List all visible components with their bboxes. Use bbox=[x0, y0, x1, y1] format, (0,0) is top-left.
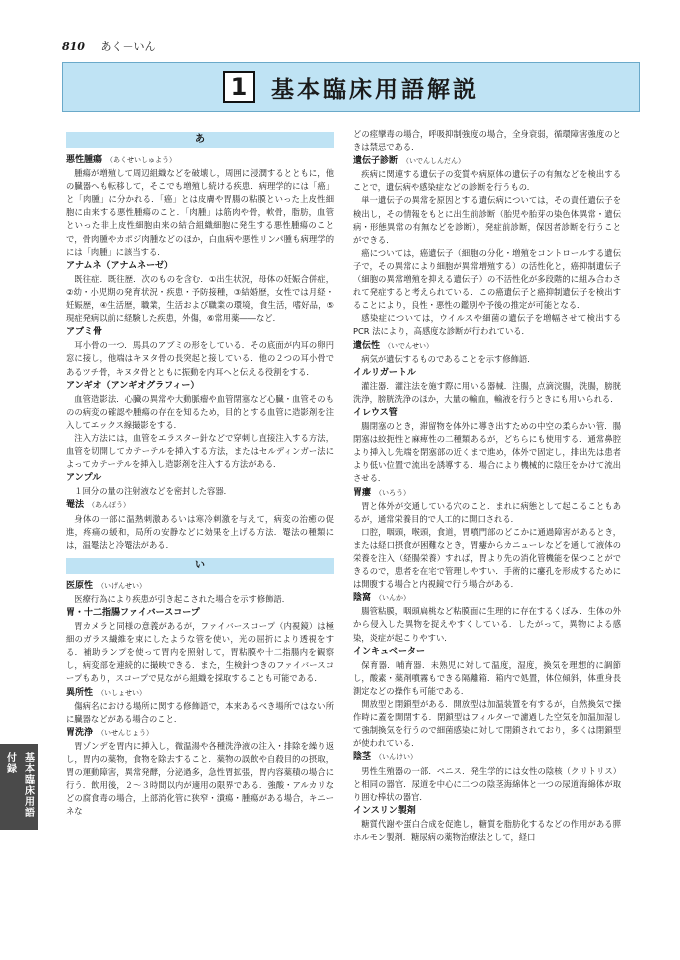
term-reading: （あくせいしゅよう） bbox=[106, 156, 177, 164]
entry-term bbox=[353, 646, 621, 659]
term-text: インスリン製剤 bbox=[353, 805, 416, 816]
entry-term bbox=[66, 154, 334, 167]
term-reading: （いんか） bbox=[375, 594, 411, 603]
section-heading-i: い bbox=[66, 558, 334, 574]
entry-paragraph: １回分の量の注射液などを密封した容器． bbox=[74, 486, 232, 497]
entry-term bbox=[66, 687, 334, 700]
term-text: アナムネ（アナムネーゼ） bbox=[66, 260, 173, 271]
term-reading: （いしょせい） bbox=[97, 688, 147, 697]
entry-paragraph: 感染症については，ウイルスや細菌の遺伝子を増幅させて検出する PCR 法により，高感度な診断が行われている． bbox=[353, 313, 621, 337]
entry-paragraph: 耳小骨の一つ．馬具のアブミの形をしている．その底面が内耳の卵円窓に接し，他端はキヌタ骨の長突起と接している．他の２つの耳小骨であるツチ骨，キヌタ骨とともに振動を内耳へと伝える役割をする． bbox=[66, 340, 334, 377]
term-text: 胃洗浄 bbox=[66, 727, 94, 738]
running-head: あく－いん bbox=[100, 40, 156, 53]
entry-term bbox=[353, 592, 621, 605]
term-text: インキュベーター bbox=[353, 646, 426, 657]
entry-paragraph: 胃カメラと同様の意義があるが，ファイバースコープ（内視鏡）は極細のガラス繊維を束にしたような管を使い，光の屈折により透視をする．補助ランプを使って胃内を照射して，胃粘膜や十二指腸内を観察し，病変部を連続的に撮映できる．また，生検針つきのファイバースコープもあり，スコープで見ながら組織を採取することも可能である． bbox=[66, 621, 334, 684]
entry-term bbox=[353, 367, 621, 380]
entry-paragraph: 糖質代謝や蛋白合成を促進し，糖質を脂肪化するなどの作用がある膵ホルモン製剤．糖尿病の薬物治療法として，経口 bbox=[353, 818, 621, 842]
term-reading: （あんぽう） bbox=[88, 501, 131, 510]
entry-paragraph: 開放型と閉鎖型がある．開放型は加温装置を有するが，自然換気で操作時に蓋を開閉する．閉鎖型はフィルターで濾過した空気を加温加湿して強制換気を行うので細菌感染に対して閉鎖されており，多くは閉鎖型が使われている． bbox=[353, 699, 621, 749]
entry-paragraph: 腫瘍が増殖して周辺組織などを破壊し，周囲に浸潤するとともに，他の臓器へも転移して，そこでも増殖し続ける疾患．病理学的には「癌」と「肉腫」に分かれる．「癌」とは皮膚や胃腸の粘膜といった上皮性細胞に由来する悪性腫瘍のこと．「肉腫」は筋肉や骨，軟骨，脂肪，血管といった非上皮性細胞由来の結合組織細胞に発生する悪性腫瘍のことで，骨肉腫やカポジ肉腫などのほか，白血病や悪性リンパ腫も病理学的には「肉腫」に該当する． bbox=[66, 168, 334, 257]
term-text: アブミ骨 bbox=[66, 327, 103, 338]
term-text: 陰窩 bbox=[353, 593, 372, 604]
entry-paragraph: 腸閉塞のとき，滞留物を体外に導き出すための中空の柔らかい管．腸閉塞は絞扼性と麻痺性の二種類あるが，どちらにも使用する．通常鼻腔より挿入し先端を閉塞部の近くまで進め，体外で固定し，排出先は患者より低い位置で流出を誘導する．場合により機械的に陰圧をかけて流出させる． bbox=[353, 421, 621, 484]
term-text: アンプル bbox=[66, 473, 102, 484]
term-text: 罨法 bbox=[66, 500, 85, 511]
page-number: 810 bbox=[62, 40, 85, 53]
entry-paragraph: 灌注器．灌注法を施す際に用いる器械．注腸，点滴浣腸，洗腸，膀胱洗浄，膀胱洗浄のほか，大量の輸血，輸液を行うときにも用いられる． bbox=[353, 380, 621, 404]
continued-text: どの痙攣毒の場合，呼吸抑制強度の場合，全身衰弱，循環障害強度のときは禁忌である． bbox=[353, 129, 621, 153]
side-tab-label-1: 基本臨床用語 bbox=[22, 752, 34, 818]
entry-paragraph: 疾病に関連する遺伝子の変質や病原体の遺伝子の有無などを検出することで，遺伝病や感染症などの診断を行うもの． bbox=[353, 169, 621, 193]
entry-term bbox=[66, 260, 334, 273]
entry-paragraph: 胃と体外が交通している穴のこと．まれに病態として起こることもあるが，通常栄養目的で人工的に開口される． bbox=[353, 500, 621, 524]
entry-paragraph: 血管造影法．心臓の異常や大動脈瘤や血管閉塞など心臓・血管そのものの病変の確認や腫瘍の存在を知るため，目的とする血管に造影剤を注入してエックス線撮影をする． bbox=[66, 393, 334, 430]
entry-term bbox=[66, 607, 334, 620]
entry-paragraph: 腸管粘膜，咽頭扁桃など粘膜面に生理的に存在するくぼみ．生体の外から侵入した異物を捉えやすくしている．したがって，異物による感染，炎症が起こりやすい． bbox=[353, 606, 621, 643]
term-text: 異所性 bbox=[66, 687, 94, 698]
entry-paragraph: 傷病名における場所に関する修飾語で，本来あるべき場所ではない所に臓器などがある場合のこと． bbox=[66, 700, 334, 724]
entry-paragraph: 口腔，咽頭，喉頭，食道，胃噴門部のどこかに通過障害があるとき，または経口摂食が困難なとき，胃瘻からカニューレなどを通して液体の栄養を注入（経腸栄養）すれば，胃より先の消化管機能を保つことができるので，患者を在宅で管理しやすい．手術的に瘻孔を形成するためには開腹する場合と内視鏡で行う場合がある． bbox=[353, 526, 621, 590]
entries-right bbox=[353, 155, 621, 844]
term-text: 悪性腫瘍 bbox=[66, 155, 103, 165]
term-text: イレウス管 bbox=[353, 407, 398, 418]
entry-term bbox=[353, 751, 621, 764]
entry-paragraph: 胃ゾンデを胃内に挿入し，微温湯や各種洗浄液の注入・排除を繰り返し，胃内の薬物，食物を除去すること．薬物の誤飲や自殺目的の摂取，胃の運動障害，異常発酵，分泌過多，急性胃拡張，胃内容薬積の場合に行う．飲用後，２～３時間以内が適用の限界である．強酸・アルカリなどの腐食毒の場合，上部消化管に狭窄・潰瘍・腫瘍がある場合，キニーネな bbox=[66, 740, 334, 817]
running-header bbox=[62, 38, 155, 54]
entries-a bbox=[66, 154, 334, 552]
chapter-title: 基本臨床用語解説 bbox=[271, 76, 479, 103]
entry-term bbox=[66, 727, 334, 740]
term-reading: （いせんじょう） bbox=[97, 728, 154, 737]
entries-i bbox=[66, 580, 334, 819]
entry-term bbox=[66, 326, 334, 339]
entry-term bbox=[66, 499, 334, 512]
side-index-tab[interactable] bbox=[0, 744, 38, 830]
entry-paragraph: 病気が遺伝するものであることを示す修飾語． bbox=[361, 353, 536, 364]
entry-paragraph: 単一遺伝子の異常を原因とする遺伝病については，その責任遺伝子を検出し，その情報をもとに出生前診断（胎児や胎芽の染色体異常・遺伝病・形態異常の有無などを診断），発症前診断，保因者診断を行うことができる． bbox=[353, 195, 621, 245]
entry-paragraph: 既往症．既往歴．次のものを含む．①出生状況，母体の妊娠合併症，②幼・小児期の発育状況・疾患・予防接種，③結婚歴，女性では月経・妊娠歴，④生活歴，職業，生活および職業の環境，食生活，嗜好品，⑤現症発病以前に経験した疾患，外傷，⑥常用薬――など． bbox=[66, 273, 334, 324]
term-reading: （いんけい） bbox=[375, 753, 418, 762]
entry-term bbox=[353, 155, 621, 168]
section-heading-a: あ bbox=[66, 132, 334, 148]
term-text: アンギオ（アンギオグラフィー） bbox=[66, 380, 200, 391]
right-column bbox=[353, 128, 621, 844]
term-reading: （いげんせい） bbox=[97, 581, 147, 590]
entry-term bbox=[353, 487, 621, 500]
left-column bbox=[66, 122, 334, 819]
term-text: 陰茎 bbox=[353, 752, 372, 763]
entry-term bbox=[66, 472, 334, 485]
term-text: 遺伝子診断 bbox=[353, 156, 399, 167]
entry-paragraph: 保育器．哺育器．未熟児に対して温度，湿度，換気を理想的に調節し，酸素・薬剤噴霧もできる隔離箱．箱内で処置，体位傾斜，体重身長測定などの操作も可能である． bbox=[353, 659, 621, 696]
chapter-banner bbox=[62, 62, 640, 112]
entry-paragraph: 男性生殖器の一部．ペニス．発生学的には女性の陰核（クリトリス）と相同の器官．尿道を中心に二つの陰茎海綿体と一つの尿道海綿体が取り囲む棒状の器官． bbox=[353, 765, 621, 802]
entry-term bbox=[353, 407, 621, 420]
entry-term bbox=[353, 805, 621, 818]
term-text: 胃瘻 bbox=[353, 487, 372, 498]
entry-paragraph: 身体の一部に温熱刺激あるいは寒冷刺激を与えて，病変の治癒の促進，疼痛の緩和，局所の安静などに効果を上げる方法．罨法の種類には，温罨法と冷罨法がある． bbox=[66, 513, 334, 550]
entry-paragraph: 医療行為により疾患が引き起こされた場合を示す修飾語． bbox=[74, 593, 291, 604]
term-reading: （いろう） bbox=[375, 488, 411, 497]
entry-paragraph: 癌については，癌遺伝子（細胞の分化・増殖をコントロールする遺伝子で，その異常により細胞が異常増殖する）の活性化と，癌抑制遺伝子（細胞の異常増殖を抑える遺伝子）の不活性化が多段階的に組み合わされて発症すると考えられている．この癌遺伝子と癌抑制遺伝子を検出することにより，良性・悪性の鑑別や予後の推定が可能となる． bbox=[353, 247, 621, 311]
entry-paragraph: 注入方法には，血管をエラスター針などで穿刺し直接注入する方法，血管を切開してカテーテルを挿入する方法，またはセルディンガー法によってカテーテルを挿入し造影剤を注入する方法がある． bbox=[66, 432, 334, 470]
term-reading: （いでんしんだん） bbox=[402, 157, 466, 166]
entry-term bbox=[66, 380, 334, 393]
term-reading: （いでんせい） bbox=[384, 341, 434, 350]
chapter-number: 1 bbox=[223, 71, 255, 103]
term-text: 胃・十二指腸ファイバースコープ bbox=[66, 608, 200, 618]
side-tab-label-2: 付録 bbox=[4, 752, 16, 774]
entry-term bbox=[353, 340, 621, 353]
term-text: イルリガートル bbox=[353, 367, 416, 378]
term-text: 遺伝性 bbox=[353, 340, 381, 351]
entry-term bbox=[66, 580, 334, 593]
term-text: 医原性 bbox=[66, 580, 94, 591]
